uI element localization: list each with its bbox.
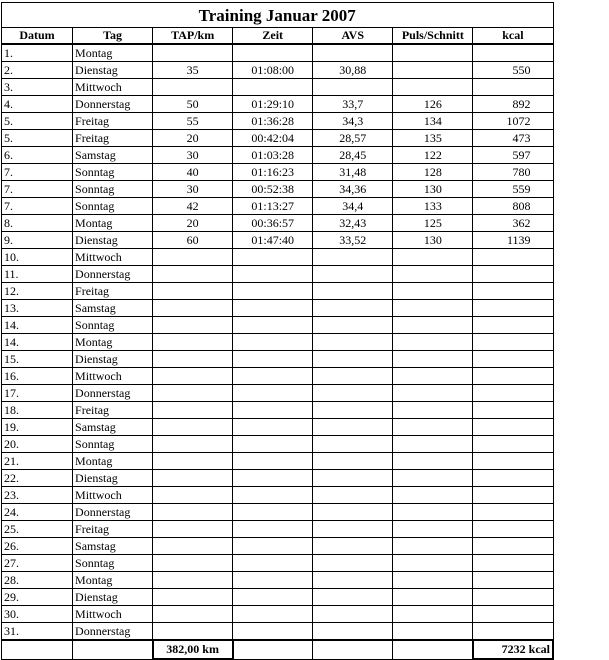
header-kcal[interactable]: kcal [473,28,553,45]
cell-avs[interactable]: 32,43 [313,215,393,232]
table-row [2,572,554,589]
cell-kcal[interactable] [473,436,553,453]
cell-tag[interactable]: Sonntag [73,181,153,198]
table-row [2,300,554,317]
cell-zeit[interactable] [233,521,313,538]
cell-tag[interactable]: Samstag [73,300,153,317]
cell-puls[interactable] [393,385,473,402]
cell-tap-km[interactable]: 20 [153,215,233,232]
totals-empty-avs[interactable] [313,640,393,659]
table-row [2,215,554,232]
cell-avs[interactable] [313,351,393,368]
cell-tap-km[interactable] [153,436,233,453]
cell-tag[interactable]: Sonntag [73,436,153,453]
table-row [2,538,554,555]
cell-datum[interactable]: 27. [2,555,73,572]
cell-zeit[interactable] [233,419,313,436]
cell-datum[interactable]: 2. [2,62,73,79]
cell-kcal[interactable] [473,589,553,606]
cell-tap-km[interactable] [153,470,233,487]
table-row [2,130,554,147]
cell-datum[interactable]: 7. [2,198,73,215]
cell-puls[interactable]: 125 [393,215,473,232]
cell-tag[interactable]: Sonntag [73,198,153,215]
cell-datum[interactable]: 24. [2,504,73,521]
table-row [2,317,554,334]
cell-zeit[interactable] [233,402,313,419]
cell-zeit[interactable] [233,334,313,351]
cell-datum[interactable]: 30. [2,606,73,623]
cell-zeit[interactable]: 01:03:28 [233,147,313,164]
cell-avs[interactable]: 31,48 [313,164,393,181]
cell-zeit[interactable]: 00:36:57 [233,215,313,232]
cell-tag[interactable]: Sonntag [73,164,153,181]
cell-avs[interactable] [313,521,393,538]
table-row [2,113,554,130]
cell-puls[interactable] [393,487,473,504]
table-row [2,62,554,79]
cell-datum[interactable]: 1. [2,44,73,62]
title-row [2,3,554,28]
cell-puls[interactable] [393,79,473,96]
cell-kcal[interactable]: 780 [473,164,553,181]
header-row [2,28,554,45]
cell-avs[interactable] [313,453,393,470]
cell-kcal[interactable] [473,623,553,641]
cell-puls[interactable] [393,368,473,385]
cell-tap-km[interactable] [153,538,233,555]
cell-tap-km[interactable] [153,249,233,266]
cell-datum[interactable]: 14. [2,334,73,351]
cell-tag[interactable]: Montag [73,453,153,470]
cell-tag[interactable]: Donnerstag [73,96,153,113]
cell-tap-km[interactable] [153,555,233,572]
cell-datum[interactable]: 10. [2,249,73,266]
table-row [2,606,554,623]
cell-puls[interactable]: 133 [393,198,473,215]
cell-zeit[interactable] [233,606,313,623]
table-row [2,198,554,215]
cell-puls[interactable] [393,436,473,453]
cell-tag[interactable]: Freitag [73,283,153,300]
cell-datum[interactable]: 22. [2,470,73,487]
cell-datum[interactable]: 23. [2,487,73,504]
cell-kcal[interactable] [473,504,553,521]
table-row [2,283,554,300]
cell-datum[interactable]: 18. [2,402,73,419]
table-row [2,555,554,572]
totals-empty-datum[interactable] [2,640,73,659]
cell-datum[interactable]: 16. [2,368,73,385]
cell-tag[interactable]: Dienstag [73,589,153,606]
cell-tag[interactable]: Sonntag [73,317,153,334]
cell-avs[interactable] [313,538,393,555]
total-kcal[interactable]: 7232 kcal [473,640,553,659]
cell-avs[interactable] [313,385,393,402]
totals-empty-tag[interactable] [73,640,153,659]
cell-avs[interactable] [313,470,393,487]
cell-tag[interactable]: Mittwoch [73,368,153,385]
table-row [2,385,554,402]
totals-empty-zeit[interactable] [233,640,313,659]
cell-kcal[interactable] [473,572,553,589]
cell-puls[interactable] [393,402,473,419]
cell-tag[interactable]: Samstag [73,147,153,164]
cell-puls[interactable]: 130 [393,232,473,249]
cell-tag[interactable]: Montag [73,572,153,589]
cell-tap-km[interactable] [153,385,233,402]
cell-avs[interactable] [313,283,393,300]
cell-puls[interactable]: 128 [393,164,473,181]
table-row [2,436,554,453]
cell-tag[interactable]: Mittwoch [73,79,153,96]
cell-kcal[interactable] [473,300,553,317]
cell-avs[interactable] [313,44,393,62]
cell-tag[interactable]: Freitag [73,113,153,130]
cell-kcal[interactable] [473,521,553,538]
cell-tap-km[interactable] [153,368,233,385]
table-row [2,249,554,266]
cell-kcal[interactable] [473,555,553,572]
cell-zeit[interactable]: 01:08:00 [233,62,313,79]
cell-tag[interactable]: Freitag [73,130,153,147]
table-row [2,334,554,351]
cell-puls[interactable] [393,538,473,555]
cell-puls[interactable]: 126 [393,96,473,113]
cell-avs[interactable] [313,572,393,589]
cell-zeit[interactable]: 01:47:40 [233,232,313,249]
cell-zeit[interactable] [233,317,313,334]
cell-tag[interactable]: Freitag [73,402,153,419]
cell-tap-km[interactable]: 40 [153,164,233,181]
cell-puls[interactable] [393,62,473,79]
cell-avs[interactable]: 30,88 [313,62,393,79]
table-row [2,402,554,419]
cell-datum[interactable]: 29. [2,589,73,606]
cell-puls[interactable] [393,419,473,436]
cell-tap-km[interactable]: 42 [153,198,233,215]
table-row [2,181,554,198]
cell-puls[interactable] [393,249,473,266]
cell-avs[interactable] [313,487,393,504]
cell-tap-km[interactable]: 55 [153,113,233,130]
cell-tag[interactable]: Donnerstag [73,385,153,402]
cell-zeit[interactable]: 01:13:27 [233,198,313,215]
table-row [2,453,554,470]
cell-zeit[interactable] [233,266,313,283]
cell-datum[interactable]: 8. [2,215,73,232]
cell-datum[interactable]: 5. [2,113,73,130]
cell-datum[interactable]: 5. [2,130,73,147]
cell-puls[interactable]: 135 [393,130,473,147]
cell-puls[interactable] [393,351,473,368]
cell-tag[interactable]: Samstag [73,419,153,436]
cell-tap-km[interactable] [153,283,233,300]
cell-zeit[interactable] [233,470,313,487]
totals-empty-puls[interactable] [393,640,473,659]
cell-puls[interactable] [393,266,473,283]
cell-puls[interactable] [393,470,473,487]
totals-row [2,640,554,659]
cell-kcal[interactable] [473,334,553,351]
cell-kcal[interactable] [473,402,553,419]
cell-tap-km[interactable] [153,79,233,96]
cell-avs[interactable]: 34,4 [313,198,393,215]
cell-kcal[interactable]: 597 [473,147,553,164]
header-avs[interactable]: AVS [313,28,393,45]
cell-avs[interactable] [313,368,393,385]
cell-avs[interactable] [313,436,393,453]
cell-zeit[interactable]: 00:42:04 [233,130,313,147]
table-row [2,266,554,283]
cell-puls[interactable] [393,555,473,572]
cell-tap-km[interactable]: 50 [153,96,233,113]
table-row [2,147,554,164]
cell-avs[interactable] [313,419,393,436]
table-row [2,487,554,504]
cell-kcal[interactable] [473,453,553,470]
cell-tag[interactable]: Dienstag [73,62,153,79]
cell-avs[interactable]: 33,7 [313,96,393,113]
training-table [1,2,554,660]
cell-avs[interactable]: 34,36 [313,181,393,198]
cell-avs[interactable] [313,249,393,266]
table-row [2,623,554,641]
cell-zeit[interactable] [233,300,313,317]
cell-kcal[interactable]: 892 [473,96,553,113]
cell-kcal[interactable] [473,317,553,334]
cell-avs[interactable] [313,623,393,641]
cell-kcal[interactable] [473,249,553,266]
cell-datum[interactable]: 14. [2,317,73,334]
cell-tag[interactable]: Montag [73,215,153,232]
cell-zeit[interactable]: 00:52:38 [233,181,313,198]
cell-puls[interactable]: 122 [393,147,473,164]
cell-tap-km[interactable] [153,504,233,521]
cell-datum[interactable]: 9. [2,232,73,249]
cell-tag[interactable]: Dienstag [73,232,153,249]
cell-tag[interactable]: Dienstag [73,351,153,368]
table-row [2,470,554,487]
cell-puls[interactable]: 130 [393,181,473,198]
cell-datum[interactable]: 11. [2,266,73,283]
cell-zeit[interactable] [233,623,313,641]
header-tap-km[interactable]: TAP/km [153,28,233,45]
cell-datum[interactable]: 25. [2,521,73,538]
cell-tap-km[interactable] [153,351,233,368]
cell-datum[interactable]: 7. [2,164,73,181]
header-zeit[interactable]: Zeit [233,28,313,45]
cell-kcal[interactable] [473,487,553,504]
table-row [2,419,554,436]
cell-avs[interactable] [313,266,393,283]
cell-kcal[interactable] [473,470,553,487]
cell-puls[interactable] [393,572,473,589]
cell-tap-km[interactable] [153,317,233,334]
cell-zeit[interactable] [233,368,313,385]
cell-tap-km[interactable]: 30 [153,181,233,198]
cell-tag[interactable]: Sonntag [73,555,153,572]
cell-datum[interactable]: 3. [2,79,73,96]
cell-puls[interactable] [393,283,473,300]
cell-kcal[interactable]: 473 [473,130,553,147]
cell-datum[interactable]: 7. [2,181,73,198]
cell-tag[interactable]: Mittwoch [73,249,153,266]
table-row [2,351,554,368]
cell-tag[interactable]: Montag [73,334,153,351]
cell-datum[interactable]: 20. [2,436,73,453]
cell-kcal[interactable] [473,266,553,283]
cell-kcal[interactable] [473,419,553,436]
cell-zeit[interactable] [233,351,313,368]
total-km[interactable]: 382,00 km [153,640,233,659]
cell-datum[interactable]: 26. [2,538,73,555]
cell-tap-km[interactable]: 30 [153,147,233,164]
cell-avs[interactable] [313,504,393,521]
cell-avs[interactable]: 28,45 [313,147,393,164]
cell-kcal[interactable]: 1072 [473,113,553,130]
cell-tap-km[interactable] [153,521,233,538]
cell-zeit[interactable]: 01:16:23 [233,164,313,181]
cell-zeit[interactable]: 01:36:28 [233,113,313,130]
cell-zeit[interactable] [233,589,313,606]
cell-kcal[interactable]: 362 [473,215,553,232]
cell-avs[interactable] [313,79,393,96]
cell-datum[interactable]: 17. [2,385,73,402]
cell-tag[interactable]: Mittwoch [73,487,153,504]
cell-puls[interactable] [393,623,473,641]
cell-avs[interactable]: 33,52 [313,232,393,249]
table-row [2,589,554,606]
sheet-title[interactable]: Training Januar 2007 [2,3,554,28]
cell-zeit[interactable] [233,453,313,470]
cell-tap-km[interactable] [153,334,233,351]
cell-puls[interactable] [393,504,473,521]
cell-tag[interactable]: Donnerstag [73,266,153,283]
cell-zeit[interactable] [233,385,313,402]
cell-tag[interactable]: Samstag [73,538,153,555]
header-datum[interactable]: Datum [2,28,73,45]
cell-zeit[interactable] [233,436,313,453]
cell-kcal[interactable] [473,79,553,96]
cell-avs[interactable] [313,606,393,623]
cell-zeit[interactable] [233,487,313,504]
cell-zeit[interactable] [233,504,313,521]
cell-kcal[interactable]: 808 [473,198,553,215]
table-row [2,504,554,521]
cell-tap-km[interactable]: 20 [153,130,233,147]
cell-tag[interactable]: Donnerstag [73,504,153,521]
cell-datum[interactable]: 12. [2,283,73,300]
cell-puls[interactable] [393,317,473,334]
cell-tag[interactable]: Freitag [73,521,153,538]
cell-tap-km[interactable] [153,419,233,436]
cell-zeit[interactable] [233,555,313,572]
cell-datum[interactable]: 13. [2,300,73,317]
cell-puls[interactable] [393,589,473,606]
cell-datum[interactable]: 15. [2,351,73,368]
table-row [2,79,554,96]
cell-datum[interactable]: 6. [2,147,73,164]
cell-avs[interactable] [313,555,393,572]
cell-datum[interactable]: 4. [2,96,73,113]
cell-tap-km[interactable] [153,572,233,589]
cell-kcal[interactable] [473,283,553,300]
cell-kcal[interactable]: 1139 [473,232,553,249]
cell-tag[interactable]: Mittwoch [73,606,153,623]
cell-zeit[interactable] [233,283,313,300]
cell-avs[interactable]: 34,3 [313,113,393,130]
cell-avs[interactable] [313,317,393,334]
cell-puls[interactable] [393,300,473,317]
cell-datum[interactable]: 28. [2,572,73,589]
cell-tap-km[interactable] [153,487,233,504]
table-row [2,96,554,113]
header-puls-schnitt[interactable]: Puls/Schnitt [393,28,473,45]
cell-puls[interactable] [393,606,473,623]
cell-tap-km[interactable] [153,44,233,62]
table-row [2,521,554,538]
cell-avs[interactable] [313,300,393,317]
cell-datum[interactable]: 21. [2,453,73,470]
cell-avs[interactable]: 28,57 [313,130,393,147]
cell-tap-km[interactable] [153,623,233,641]
table-row [2,164,554,181]
cell-tap-km[interactable] [153,402,233,419]
cell-kcal[interactable] [473,606,553,623]
header-tag[interactable]: Tag [73,28,153,45]
cell-datum[interactable]: 31. [2,623,73,641]
cell-puls[interactable] [393,521,473,538]
cell-puls[interactable] [393,334,473,351]
table-row [2,232,554,249]
cell-tap-km[interactable]: 60 [153,232,233,249]
cell-avs[interactable] [313,589,393,606]
cell-tap-km[interactable]: 35 [153,62,233,79]
table-row [2,44,554,62]
cell-tap-km[interactable] [153,300,233,317]
cell-puls[interactable] [393,44,473,62]
cell-tap-km[interactable] [153,589,233,606]
cell-kcal[interactable] [473,368,553,385]
table-row [2,368,554,385]
cell-kcal[interactable]: 550 [473,62,553,79]
cell-avs[interactable] [313,402,393,419]
cell-tag[interactable]: Dienstag [73,470,153,487]
cell-tag[interactable]: Montag [73,44,153,62]
cell-zeit[interactable] [233,44,313,62]
cell-kcal[interactable] [473,538,553,555]
cell-zeit[interactable] [233,79,313,96]
cell-tap-km[interactable] [153,453,233,470]
cell-datum[interactable]: 19. [2,419,73,436]
cell-tap-km[interactable] [153,606,233,623]
cell-kcal[interactable] [473,351,553,368]
cell-tap-km[interactable] [153,266,233,283]
cell-puls[interactable] [393,453,473,470]
cell-zeit[interactable] [233,249,313,266]
cell-kcal[interactable]: 559 [473,181,553,198]
cell-puls[interactable]: 134 [393,113,473,130]
cell-zeit[interactable]: 01:29:10 [233,96,313,113]
cell-zeit[interactable] [233,572,313,589]
cell-tag[interactable]: Donnerstag [73,623,153,641]
cell-zeit[interactable] [233,538,313,555]
cell-kcal[interactable] [473,44,553,62]
cell-kcal[interactable] [473,385,553,402]
cell-avs[interactable] [313,334,393,351]
